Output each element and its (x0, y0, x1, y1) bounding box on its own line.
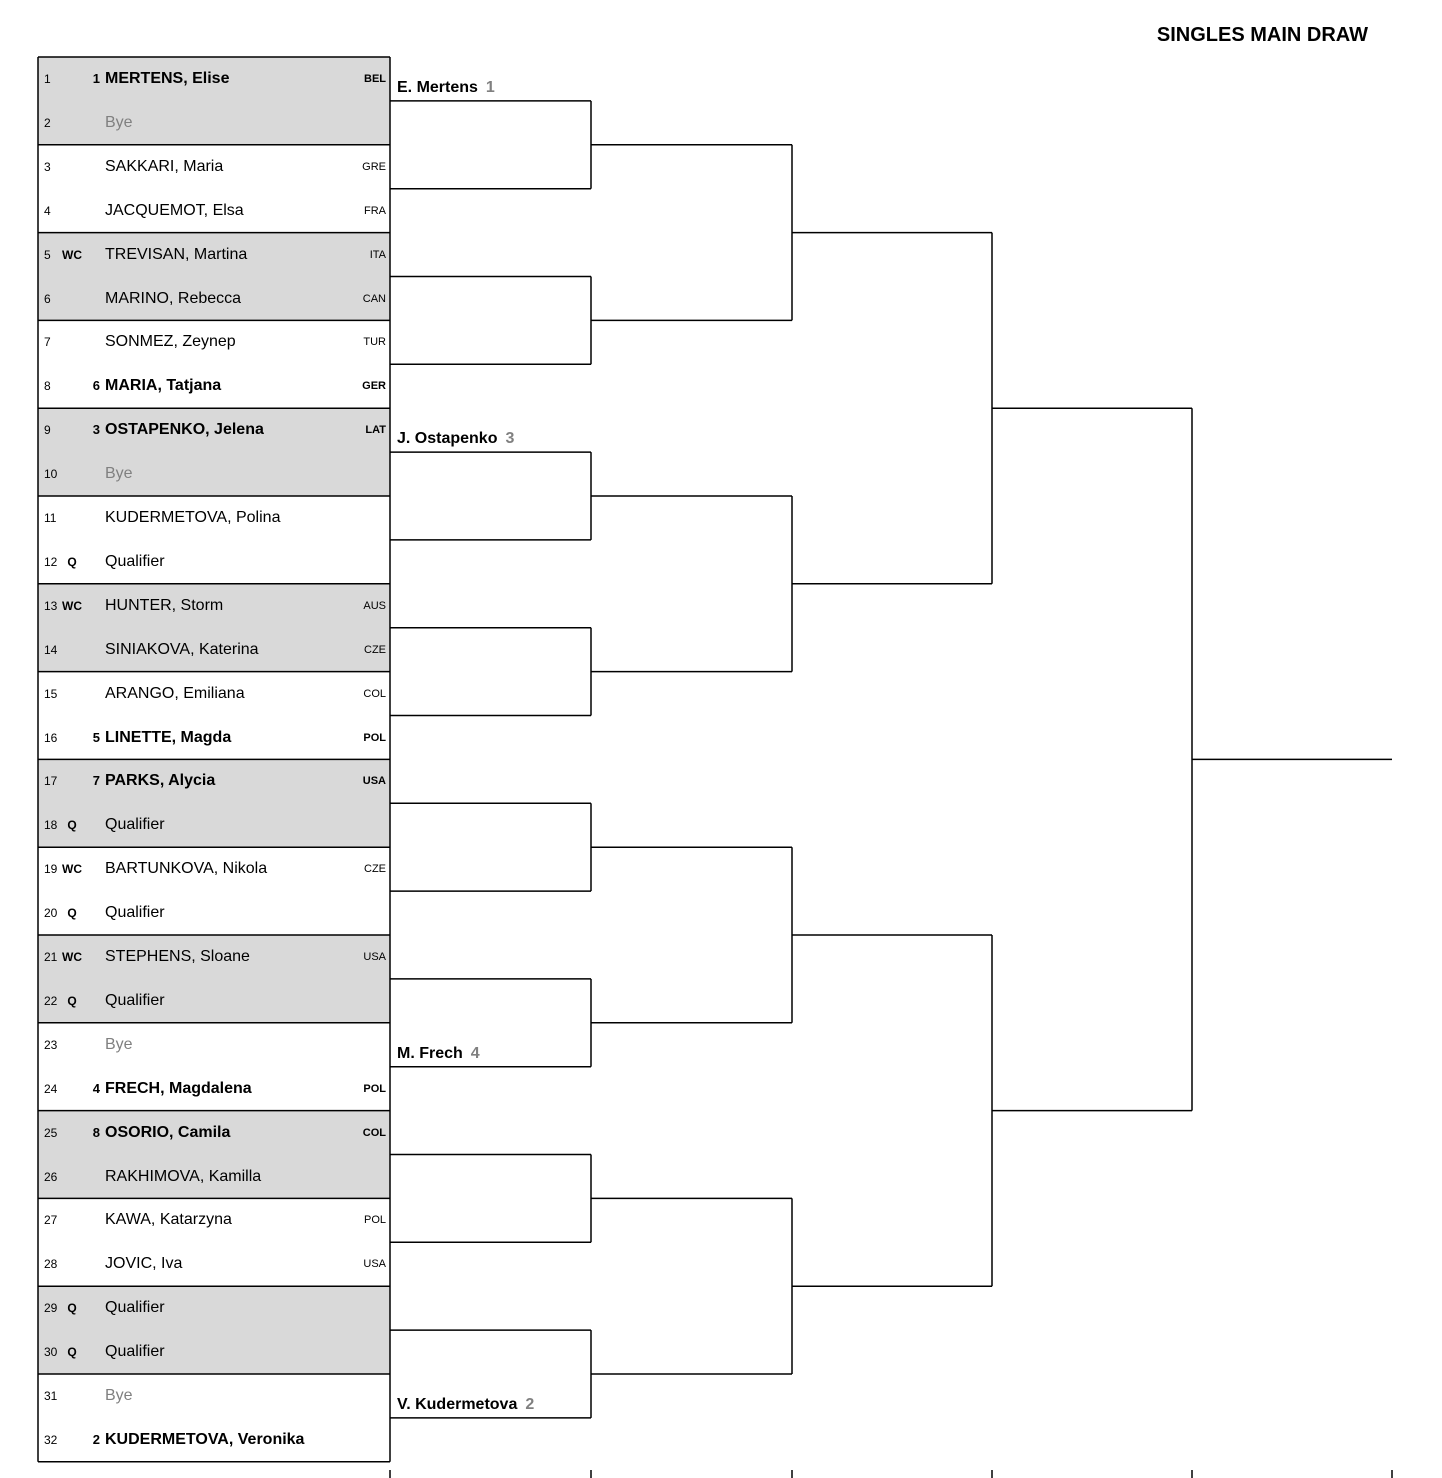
country-code: CZE (364, 863, 386, 876)
draw-row (38, 1418, 390, 1462)
draw-number: 11 (44, 511, 57, 525)
draw-number: 25 (44, 1125, 58, 1140)
draw-row (38, 1242, 390, 1286)
draw-number: 20 (44, 906, 58, 921)
country-code: AUS (363, 599, 386, 612)
player-name: PARKS, Alycia (105, 772, 216, 790)
entry-status: Q (67, 818, 77, 833)
draw-row (38, 189, 390, 233)
player-name: MERTENS, Elise (105, 70, 230, 87)
player-name: TREVISAN, Martina (105, 245, 248, 263)
entry-status: Q (67, 993, 77, 1008)
draw-number: 7 (44, 335, 51, 350)
player-name: JACQUEMOT, Elsa (105, 201, 244, 219)
entry-status: WC (62, 247, 82, 262)
country-code: POL (363, 1082, 386, 1095)
draw-number: 27 (44, 1213, 58, 1228)
draw-number: 15 (44, 686, 58, 701)
entry-status: Q (67, 554, 77, 569)
draw-number: 30 (44, 1345, 58, 1360)
player-name: Qualifier (105, 1343, 165, 1361)
advancer-name: M. Frech (397, 1044, 463, 1062)
draw-row (38, 408, 390, 452)
player-name: LINETTE, Magda (105, 728, 232, 746)
draw-number: 16 (44, 730, 58, 745)
advancer-label (397, 1044, 480, 1064)
draw-row (38, 57, 390, 101)
country-code: USA (362, 775, 386, 788)
advancer-label (397, 78, 495, 98)
draw-row (38, 584, 390, 628)
draw-number: 18 (44, 818, 58, 833)
country-code: LAT (365, 424, 386, 437)
player-name: Qualifier (105, 904, 165, 922)
draw-number: 23 (44, 1037, 58, 1052)
country-code: GRE (362, 160, 386, 173)
draw-number: 4 (44, 203, 51, 218)
draw-number: 6 (44, 291, 51, 306)
entry-status: WC (62, 862, 82, 877)
country-code: GER (362, 380, 386, 393)
seed-number: 5 (92, 729, 100, 745)
country-code: POL (363, 1214, 386, 1227)
country-code: POL (363, 731, 386, 744)
seed-number: 1 (92, 71, 100, 86)
player-name: MARINO, Rebecca (105, 289, 242, 307)
draw-row (38, 320, 390, 364)
player-name: BARTUNKOVA, Nikola (105, 860, 268, 878)
player-name: MARIA, Tatjana (105, 377, 222, 395)
player-name: RAKHIMOVA, Kamilla (105, 1167, 262, 1185)
player-name: SONMEZ, Zeynep (105, 333, 236, 351)
draw-number: 3 (44, 159, 51, 174)
advancer-name: V. Kudermetova (397, 1395, 518, 1413)
draw-row (38, 145, 390, 189)
draw-row (38, 759, 390, 803)
entry-status: Q (67, 906, 77, 921)
player-name: Bye (105, 1387, 133, 1404)
player-name: OSTAPENKO, Jelena (105, 421, 264, 439)
draw-row (38, 803, 390, 847)
draw-row (38, 1023, 390, 1067)
country-code: COL (362, 1126, 386, 1139)
advancer-seed: 1 (485, 78, 495, 96)
advancer-label (397, 429, 514, 449)
draw-row (38, 1111, 390, 1155)
seed-number: 4 (92, 1080, 100, 1096)
draw-number: 9 (44, 423, 51, 438)
player-name: HUNTER, Storm (105, 596, 224, 614)
draw-row (38, 716, 390, 760)
draw-row (38, 847, 390, 891)
player-name: ARANGO, Emiliana (105, 684, 245, 702)
draw-row (38, 979, 390, 1023)
draw-number: 28 (44, 1257, 58, 1272)
draw-number: 26 (44, 1169, 58, 1184)
player-name: Qualifier (105, 1299, 165, 1317)
draw-row (38, 1067, 390, 1111)
draw-title: SINGLES MAIN DRAW (1156, 24, 1368, 46)
draw-row (38, 935, 390, 979)
draw-number: 14 (44, 642, 58, 657)
country-code: CZE (364, 643, 386, 656)
player-name: Bye (105, 465, 133, 483)
country-code: TUR (363, 336, 386, 349)
draw-row (38, 233, 390, 277)
draw-number: 10 (44, 467, 58, 482)
advancer-seed: 3 (505, 430, 515, 448)
draw-number: 24 (44, 1081, 58, 1096)
advancer-seed: 4 (470, 1044, 480, 1062)
draw-row (38, 452, 390, 496)
draw-row (38, 364, 390, 408)
draw-number: 13 (44, 598, 58, 613)
player-name: Bye (105, 1035, 133, 1053)
draw-row (38, 1198, 390, 1242)
player-name: KUDERMETOVA, Polina (105, 509, 281, 526)
draw-row (38, 1330, 390, 1374)
draw-row (38, 891, 390, 935)
entry-status: Q (67, 1345, 77, 1360)
player-name: STEPHENS, Sloane (105, 948, 250, 965)
player-name: SINIAKOVA, Katerina (105, 640, 259, 658)
draw-number: 17 (44, 774, 58, 789)
country-code: CAN (362, 292, 386, 305)
entry-status: WC (62, 950, 82, 964)
draw-row (38, 672, 390, 716)
country-code: FRA (364, 204, 386, 217)
player-name: Qualifier (105, 991, 165, 1009)
player-name: OSORIO, Camila (105, 1123, 231, 1141)
entry-status: Q (67, 1301, 77, 1316)
advancer-seed: 2 (525, 1395, 535, 1413)
draw-number: 32 (44, 1432, 58, 1447)
draw-row (38, 1374, 390, 1418)
country-code: BEL (364, 73, 386, 85)
draw-number: 29 (44, 1301, 58, 1316)
draw-number: 21 (44, 950, 58, 964)
player-name: KAWA, Katarzyna (105, 1211, 232, 1229)
player-name: FRECH, Magdalena (105, 1079, 252, 1097)
player-name: KUDERMETOVA, Veronika (105, 1430, 305, 1448)
player-name: Bye (105, 113, 133, 131)
advancer-label (397, 1395, 534, 1415)
draw-row (38, 628, 390, 672)
player-name: Qualifier (105, 552, 165, 570)
entry-status: WC (62, 598, 82, 613)
seed-number: 7 (92, 773, 100, 789)
draw-number: 8 (44, 379, 51, 394)
draw-row (38, 277, 390, 321)
seed-number: 3 (92, 422, 100, 438)
seed-number: 2 (92, 1431, 100, 1447)
draw-row (38, 101, 390, 145)
advancer-name: J. Ostapenko (397, 430, 498, 448)
player-name: JOVIC, Iva (105, 1255, 183, 1273)
draw-row (38, 1286, 390, 1330)
country-code: COL (363, 687, 386, 700)
seed-number: 8 (92, 1124, 100, 1140)
seed-number: 6 (92, 378, 100, 394)
draw-number: 19 (44, 862, 58, 877)
country-code: ITA (369, 248, 386, 261)
draw-number: 1 (44, 72, 51, 86)
country-code: USA (363, 1258, 386, 1271)
draw-number: 12 (44, 554, 58, 569)
player-name: Qualifier (105, 816, 165, 834)
draw-number: 5 (44, 247, 51, 262)
draw-row (38, 1155, 390, 1199)
country-code: USA (363, 951, 386, 963)
draw-row (38, 496, 390, 540)
draw-number: 31 (44, 1389, 58, 1403)
draw-number: 2 (44, 115, 51, 130)
draw-row (38, 540, 390, 584)
advancer-name: E. Mertens (397, 78, 478, 96)
player-name: SAKKARI, Maria (105, 157, 224, 175)
draw-number: 22 (44, 993, 58, 1008)
